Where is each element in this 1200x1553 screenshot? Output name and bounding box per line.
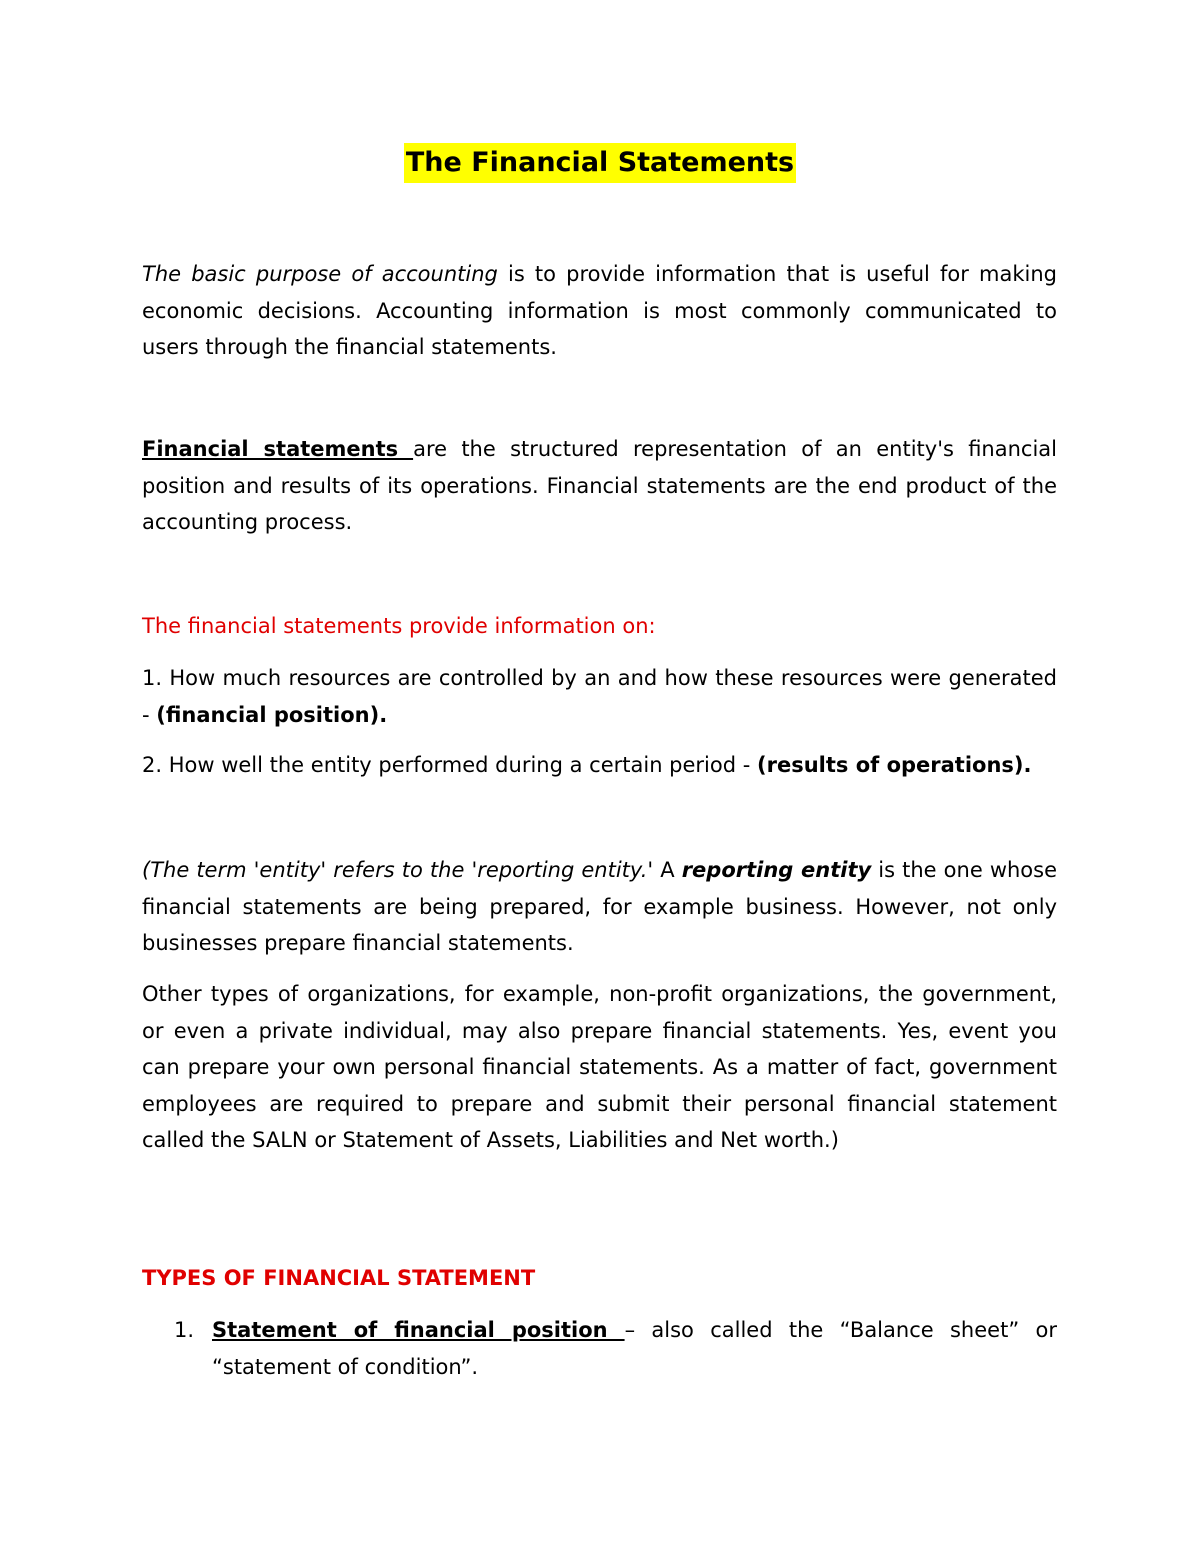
types-heading: TYPES OF FINANCIAL STATEMENT xyxy=(142,1266,536,1290)
intro-text: is to provide information that is useful for making economic decisions. Accounting information is most commonly communicated to users through the financial statements. xyxy=(142,262,1058,359)
provides-item-1-text: 1. How much resources are controlled by an and how these resources were generated - xyxy=(142,666,1057,727)
entity-note-text: is the one whose financial statements are being prepared, for example business. However, not only businesses prepare financial statements. xyxy=(142,858,1058,955)
provides-item-1 xyxy=(142,660,1057,733)
page-title: The Financial Statements xyxy=(404,143,796,183)
provides-heading: The financial statements provide information on: xyxy=(142,614,656,638)
title-container xyxy=(0,143,1200,183)
provides-item-2 xyxy=(142,747,1057,784)
types-item-desc: – also called the “Balance sheet” or “statement of condition”. xyxy=(212,1318,1058,1379)
provides-item-1-bold: (financial position). xyxy=(156,702,388,727)
types-item-name: Statement of financial position xyxy=(212,1318,625,1342)
intro-paragraph xyxy=(142,256,1057,366)
provides-item-2-bold: (results of operations). xyxy=(757,753,1032,777)
provides-heading-block xyxy=(142,608,1057,645)
entity-note-italic: (The term 'entity' refers to the 'reporting entity.' xyxy=(142,858,654,882)
types-list-item xyxy=(142,1312,1057,1385)
entity-note-a: A xyxy=(653,858,682,882)
others-text: Other types of organizations, for example, non-profit organizations, the government, or even a private individual, may also prepare financial statements. Yes, event you can prepare your own personal financial statements. As a matter of fact, government employees are required to prepare and submit their personal financial statement called the SALN or Statement of Assets, Liabilities and Net worth.) xyxy=(142,982,1057,1152)
definition-paragraph xyxy=(142,431,1057,541)
entity-note-term: reporting entity xyxy=(681,858,872,882)
provides-item-2-text: 2. How well the entity performed during a certain period - xyxy=(142,753,757,777)
types-item-number: 1. xyxy=(174,1318,195,1342)
definition-text: are the structured representation of an entity's financial position and results of its operations. Financial statements are the end product of the accounting process. xyxy=(142,437,1058,534)
intro-italic-lead: The basic purpose of accounting xyxy=(142,262,498,286)
types-heading-block xyxy=(142,1260,1057,1297)
others-paragraph xyxy=(142,976,1057,1159)
definition-term: Financial statements xyxy=(142,437,414,461)
entity-note-paragraph xyxy=(142,852,1057,962)
